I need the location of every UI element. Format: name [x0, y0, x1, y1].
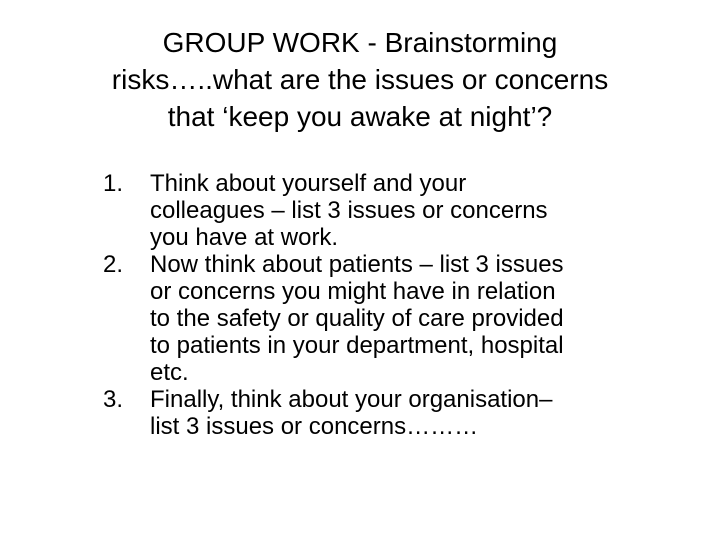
list-number: 3.: [103, 386, 124, 413]
list-item-line: Finally, think about your organisation–: [150, 386, 553, 413]
list-item-1: [103, 170, 663, 251]
list-item-line: colleagues – list 3 issues or concerns: [150, 197, 548, 224]
list-item-line: to the safety or quality of care provided: [150, 305, 564, 332]
slide-title: [40, 24, 680, 135]
list-item-line: you have at work.: [150, 224, 339, 251]
list-item-line: to patients in your department, hospital: [150, 332, 564, 359]
title-line: GROUP WORK - Brainstorming: [162, 27, 558, 58]
list-item-line: or concerns you might have in relation: [150, 278, 556, 305]
list-number: 2.: [103, 251, 124, 278]
list-item-2: [103, 251, 663, 386]
list-item-line: Think about yourself and your: [150, 170, 467, 197]
list-number: 1.: [103, 170, 124, 197]
title-line: risks…..what are the issues or concerns: [111, 64, 609, 95]
list-item-line: Now think about patients – list 3 issues: [150, 251, 564, 278]
list-item-line: list 3 issues or concerns………: [150, 413, 479, 440]
numbered-list: [103, 170, 663, 440]
list-item-3: [103, 386, 663, 440]
list-item-line: etc.: [150, 359, 189, 386]
title-line: that ‘keep you awake at night’?: [167, 101, 553, 132]
